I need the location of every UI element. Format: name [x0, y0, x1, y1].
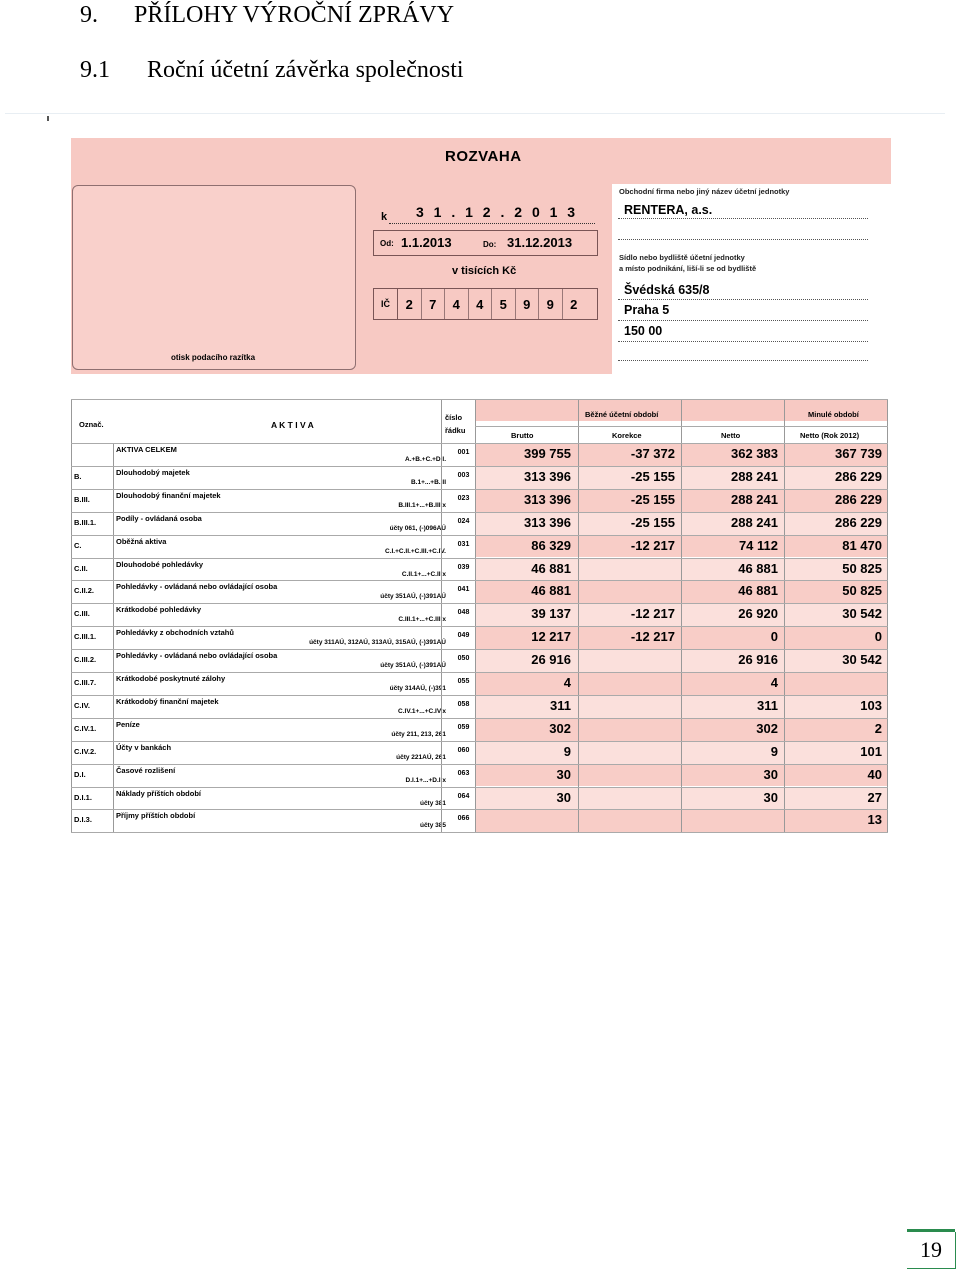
stamp-box: [72, 185, 356, 370]
row-code: C.IV.1.: [74, 723, 97, 733]
value-korekce: -12 217: [630, 537, 675, 553]
header-netto-previous: Netto (Rok 2012): [800, 431, 860, 440]
row-line-number: 039: [457, 563, 470, 571]
row-code: D.I.3.: [74, 815, 92, 825]
balance-sheet-table: [71, 399, 888, 833]
value-previous: 103: [860, 697, 882, 713]
value-brutto: 302: [549, 720, 571, 736]
ic-digit: 2: [570, 296, 578, 312]
ic-digit: 7: [422, 289, 446, 319]
scan-edge: [5, 113, 945, 114]
header-korekce: Korekce: [612, 431, 642, 440]
grid-hline: [71, 741, 888, 742]
row-line-number: 001: [457, 449, 470, 456]
row-code: C.II.2.: [74, 586, 95, 596]
balance-date: 3 1 . 1 2 . 2 0 1 3: [416, 204, 579, 220]
row-name: Příjmy příštích období: [116, 811, 196, 821]
grid-hline: [71, 695, 888, 696]
address-city: Praha 5: [624, 303, 670, 317]
ic-digit: 9: [539, 289, 563, 319]
row-formula: účty 061, (-)096AÚ: [389, 524, 446, 532]
table-row: [71, 672, 888, 695]
balance-sheet-header: [71, 138, 891, 374]
table-row: [71, 649, 888, 672]
grid-hline: [71, 603, 888, 604]
table-row: [71, 466, 888, 489]
row-name: Dlouhodobé pohledávky: [116, 559, 204, 569]
grid-hline: [71, 443, 888, 444]
grid-hline: [71, 580, 888, 581]
header-current-period: Běžné účetní období: [585, 410, 659, 419]
header-previous-period: Minulé období: [808, 410, 859, 419]
value-korekce: -25 155: [630, 514, 675, 530]
row-formula: D.I.1+...+D.I.x: [405, 776, 446, 784]
row-name: Časové rozlišení: [116, 765, 176, 775]
value-brutto: 86 329: [531, 537, 571, 553]
seat-label-1: Sídlo nebo bydliště účetní jednotky: [619, 253, 745, 262]
value-netto: 30: [763, 766, 778, 782]
value-brutto: 313 396: [524, 468, 571, 484]
value-netto: 46 881: [738, 560, 778, 576]
chapter-number: 9.: [80, 2, 98, 28]
ic-label: IČ: [374, 289, 398, 319]
value-brutto: 46 881: [531, 560, 571, 576]
row-line-number: 060: [457, 746, 470, 754]
table-row: [71, 558, 888, 581]
value-brutto: 12 217: [531, 629, 571, 645]
grid-hline: [71, 399, 888, 400]
row-name: Dlouhodobý majetek: [116, 467, 190, 477]
header-brutto: Brutto: [511, 431, 534, 440]
row-line-number: 050: [457, 655, 470, 663]
row-code: C.III.2.: [74, 655, 97, 665]
grid-hline: [71, 718, 888, 719]
row-code: B.: [74, 471, 82, 481]
ic-digit: 2: [398, 289, 422, 319]
section-number: 9.1: [80, 57, 110, 83]
table-row: [71, 603, 888, 626]
dotted-line: [618, 360, 868, 361]
grid-vline: [475, 399, 476, 832]
grid-hline: [71, 512, 888, 513]
row-line-number: 041: [457, 586, 470, 594]
dotted-line: [618, 218, 868, 219]
table-row: [71, 443, 888, 466]
period-from-label: Od:: [380, 239, 394, 248]
period-box: [373, 230, 598, 256]
table-row: [71, 626, 888, 649]
row-formula: účty 211, 213, 261: [391, 730, 446, 738]
address-street: Švédská 635/8: [624, 283, 710, 297]
ic-digit: 5: [492, 289, 516, 319]
grid-hline: [71, 787, 888, 788]
date-underline: [389, 223, 595, 224]
grid-vline: [441, 399, 442, 832]
row-code: C.III.: [74, 609, 90, 619]
chapter-heading: [80, 0, 454, 30]
row-line-number: 023: [457, 494, 470, 502]
value-korekce: -12 217: [630, 606, 675, 622]
row-name: Pohledávky - ovládaná nebo ovládající osoba: [116, 651, 278, 661]
ic-digit: 9: [516, 289, 540, 319]
row-formula: účty 221AÚ, 261: [396, 753, 446, 761]
stamp-label: otisk podacího razítka: [171, 353, 256, 362]
value-brutto: 4: [563, 675, 571, 690]
value-brutto: 399 755: [524, 446, 571, 461]
row-formula: C.III.1+...+C.III.x: [398, 616, 446, 624]
table-row: [71, 741, 888, 764]
value-korekce: -25 155: [630, 491, 675, 507]
value-netto: 288 241: [731, 491, 778, 507]
grid-hline: [71, 626, 888, 627]
scan-mark: [47, 116, 49, 121]
firm-label: Obchodní firma nebo jiný název účetní jednotky: [619, 187, 790, 196]
row-formula: účty 381: [419, 799, 446, 807]
row-name: Oběžná aktiva: [116, 536, 167, 546]
row-line-number: 031: [457, 540, 470, 548]
row-code: C.III.1.: [74, 632, 97, 642]
header-code: Označ.: [79, 420, 104, 429]
table-row: [71, 489, 888, 512]
table-row: [71, 580, 888, 603]
grid-vline: [784, 399, 785, 832]
row-formula: účty 385: [419, 822, 446, 830]
address-zip: 150 00: [624, 324, 663, 338]
value-netto: 0: [770, 629, 778, 645]
row-line-number: 059: [457, 723, 470, 731]
table-row: [71, 718, 888, 741]
ic-digit: 4: [469, 289, 493, 319]
period-to-label: Do:: [483, 240, 497, 249]
chapter-title: PŘÍLOHY VÝROČNÍ ZPRÁVY: [134, 2, 455, 28]
row-code: B.III.1.: [74, 517, 97, 527]
row-formula: C.I.+C.II.+C.III.+C.IV.: [385, 547, 446, 555]
seat-label-2: a místo podnikání, liší-li se od bydliště: [619, 264, 757, 273]
grid-hline: [71, 832, 888, 833]
row-formula: účty 351AÚ, (-)391AÚ: [380, 593, 446, 601]
value-previous: 13: [867, 812, 882, 828]
grid-hline: [71, 649, 888, 650]
value-previous: 101: [860, 743, 882, 759]
row-formula: C.IV.1+...+C.IV.x: [398, 707, 446, 715]
value-previous: 2: [874, 720, 882, 736]
header-aktiva: A K T I V A: [271, 420, 314, 430]
row-name: Krátkodobé poskytnuté zálohy: [116, 674, 226, 683]
value-previous: 50 825: [842, 560, 882, 576]
row-line-number: 048: [457, 609, 470, 617]
row-formula: B.III.1+...+B.III.x: [398, 501, 446, 509]
value-previous: 30 542: [842, 606, 882, 622]
value-previous: 81 470: [842, 537, 882, 553]
row-line-number: 003: [457, 471, 470, 479]
row-code: D.I.: [74, 769, 86, 779]
period-to-value: 31.12.2013: [507, 235, 573, 250]
value-previous: 367 739: [835, 446, 882, 461]
table-row: [71, 764, 888, 787]
value-netto: 9: [770, 743, 778, 759]
grid-hline: [71, 535, 888, 536]
grid-vline: [887, 399, 888, 832]
value-previous: 40: [867, 766, 882, 782]
grid-vline: [578, 399, 579, 832]
value-brutto: 39 137: [531, 606, 571, 622]
row-code: C.: [74, 540, 82, 550]
value-previous: 30 542: [842, 652, 882, 668]
grid-hline: [71, 466, 888, 467]
value-brutto: 313 396: [524, 491, 571, 507]
row-line-number: 064: [457, 792, 470, 800]
value-previous: 27: [867, 789, 882, 805]
value-brutto: 313 396: [524, 514, 571, 530]
row-name: Účty v bankách: [116, 742, 172, 752]
grid-hline: [71, 672, 888, 673]
value-netto: 74 112: [738, 537, 778, 553]
dotted-line: [618, 320, 868, 321]
page-number: 19: [907, 1232, 956, 1269]
row-line-number: 066: [457, 815, 470, 823]
value-brutto: 26 916: [531, 652, 571, 668]
row-name: Náklady příštích období: [116, 788, 202, 798]
grid-vline: [681, 399, 682, 832]
value-previous: 50 825: [842, 583, 882, 599]
value-brutto: 311: [550, 697, 571, 713]
value-netto: 288 241: [731, 514, 778, 530]
row-code: C.III.7.: [74, 678, 97, 687]
value-netto: 311: [757, 697, 778, 713]
firm-name: RENTERA, a.s.: [624, 203, 713, 217]
grid-hline: [71, 489, 888, 490]
row-formula: A.+B.+C.+D.I.: [405, 456, 446, 463]
row-code: B.III.: [74, 494, 90, 504]
row-code: C.IV.2.: [74, 746, 97, 756]
value-brutto: 46 881: [531, 583, 571, 599]
row-line-number: 058: [457, 700, 470, 708]
grid-hline: [71, 764, 888, 765]
row-formula: C.II.1+...+C.II.x: [401, 570, 446, 578]
dotted-line: [618, 239, 868, 240]
dotted-line: [618, 341, 868, 342]
header-line-2: řádku: [445, 426, 466, 435]
date-prefix: k: [381, 211, 388, 223]
row-name: Krátkodobé pohledávky: [116, 605, 202, 615]
row-formula: B.1+...+B.III: [410, 478, 446, 486]
units-label: v tisících Kč: [452, 265, 517, 277]
table-row: [71, 787, 888, 810]
row-formula: účty 314AÚ, (-)391: [389, 685, 446, 692]
value-korekce: -37 372: [630, 446, 675, 461]
ic-digit: 4: [445, 289, 469, 319]
row-line-number: 024: [457, 517, 470, 525]
row-name: Podíly - ovládaná osoba: [116, 513, 202, 523]
row-formula: účty 351AÚ, (-)391AÚ: [380, 662, 446, 670]
value-netto: 46 881: [738, 583, 778, 599]
row-code: C.IV.: [74, 700, 90, 710]
header-netto: Netto: [721, 431, 741, 440]
value-korekce: -12 217: [630, 629, 675, 645]
value-previous: 0: [874, 629, 882, 645]
value-netto: 302: [756, 720, 778, 736]
value-netto: 26 916: [738, 652, 778, 668]
row-code: C.II.: [74, 563, 88, 573]
table-row: [71, 512, 888, 535]
grid-vline: [71, 399, 72, 832]
row-name: Pohledávky - ovládaná nebo ovládající osoba: [116, 582, 278, 592]
row-name: AKTIVA CELKEM: [116, 445, 177, 454]
value-previous: 286 229: [835, 468, 882, 484]
company-panel: [612, 184, 891, 374]
grid-hline: [71, 558, 888, 559]
form-title: ROZVAHA: [445, 148, 522, 165]
grid-hline: [71, 809, 888, 810]
section-heading: [80, 55, 464, 85]
value-netto: 288 241: [731, 468, 778, 484]
section-title: Roční účetní závěrka společnosti: [147, 57, 464, 83]
value-netto: 30: [763, 789, 778, 805]
value-netto: 26 920: [738, 606, 778, 622]
period-from-value: 1.1.2013: [401, 235, 452, 250]
row-name: Dlouhodobý finanční majetek: [116, 490, 221, 500]
row-name: Pohledávky z obchodních vztahů: [116, 628, 234, 638]
value-korekce: -25 155: [630, 468, 675, 484]
value-netto: 362 383: [731, 446, 778, 461]
ic-box: [373, 288, 598, 320]
value-netto: 4: [770, 675, 778, 690]
row-line-number: 049: [457, 632, 470, 640]
dotted-line: [618, 299, 868, 300]
row-line-number: 055: [457, 678, 470, 685]
row-name: Krátkodobý finanční majetek: [116, 696, 219, 706]
header-line-1: číslo: [445, 413, 463, 422]
row-line-number: 063: [457, 769, 470, 777]
row-code: D.I.1.: [74, 792, 92, 802]
table-row: [71, 535, 888, 558]
value-previous: 286 229: [835, 514, 882, 530]
value-brutto: 9: [563, 743, 571, 759]
value-previous: 286 229: [835, 491, 882, 507]
table-row: [71, 809, 888, 832]
table-row: [71, 695, 888, 718]
value-brutto: 30: [556, 766, 571, 782]
grid-hline: [475, 426, 888, 427]
grid-vline: [113, 443, 114, 832]
row-name: Peníze: [116, 719, 140, 729]
value-brutto: 30: [556, 789, 571, 805]
row-formula: účty 311AÚ, 312AÚ, 313AÚ, 315AÚ, (-)391AÚ: [309, 639, 446, 647]
